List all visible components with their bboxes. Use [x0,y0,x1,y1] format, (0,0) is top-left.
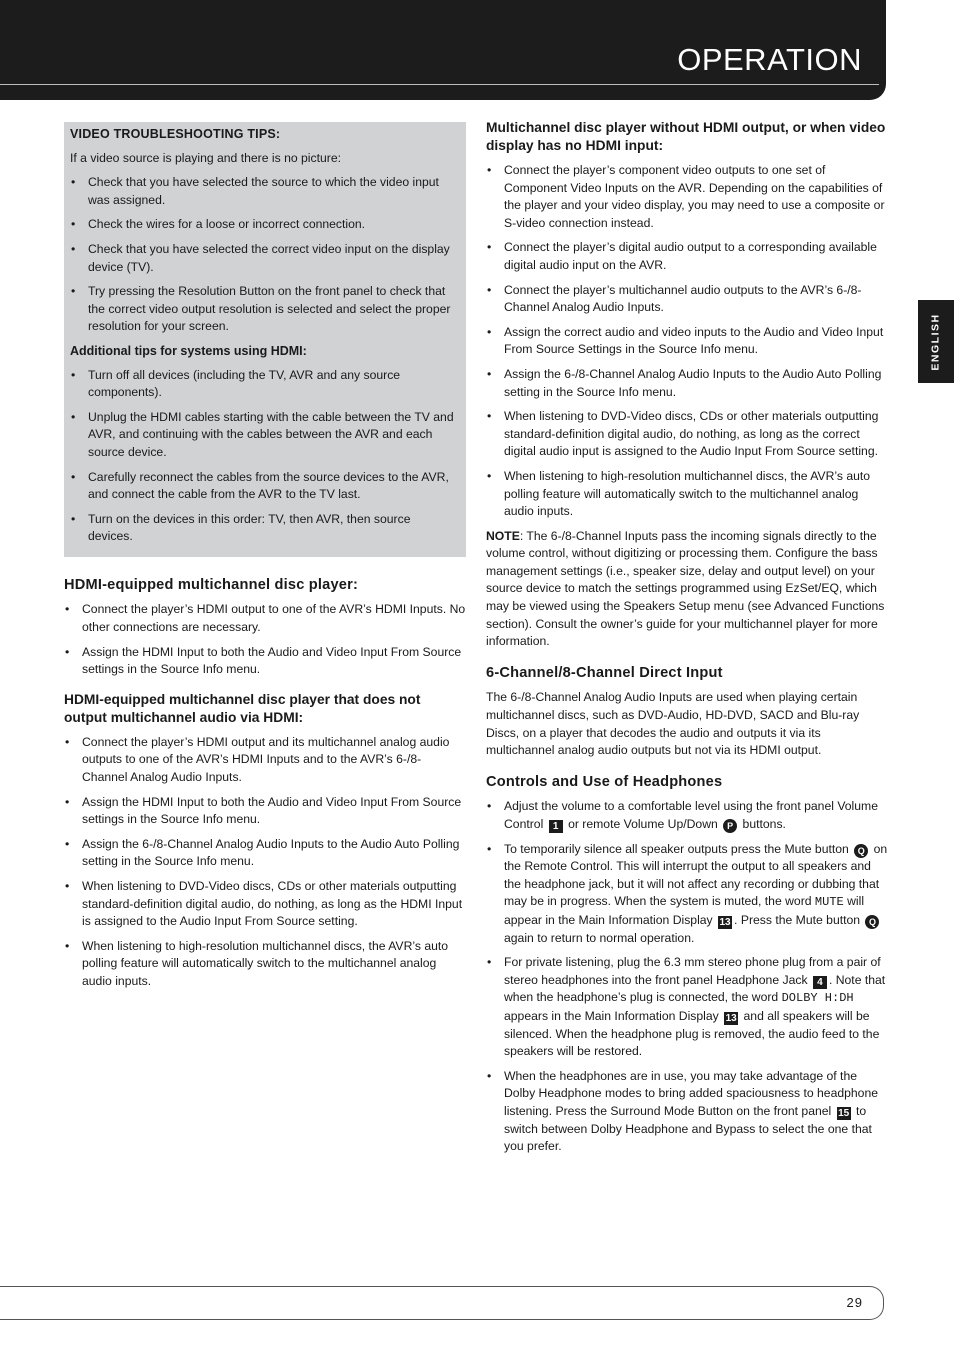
text-span: buttons. [739,817,786,831]
page-footer [0,1286,884,1320]
hdmi-tips-list [70,367,458,546]
list-item [486,1068,888,1156]
hdmi-player-heading: HDMI-equipped multichannel disc player: [64,576,359,593]
note-text: : The 6-/8-Channel Inputs pass the incoming signals directly to the volume control, without digitizing or processing them. Configure the bass management settings (i.e., speaker size, delay and output level) on your source device to match the settings programmed using EzSet/EQ, which may be viewed using the Speakers Setup menu (see Advanced Functions section). Consult the owner’s guide for your multichannel player for more information. [486,528,885,649]
list-item [486,954,888,1061]
volume-control-badge: 1 [549,820,563,833]
text-span: Adjust the volume to a comfortable level using the front panel Volume Control [504,799,878,831]
text-span: will appear in the Main Information Display [504,894,865,927]
text-span: on the Remote Control. This will interrupt the output to all speakers and the headphone jack, but it will not affect any recording or dubbing that may be in progress. When the system is muted, the word [504,841,888,909]
header-rule [0,84,879,85]
text-span: For private listening, plug the 6.3 mm stereo phone plug from a pair of stereo headphones into the front panel Headphone Jack [504,955,881,987]
text-span: or remote Volume Up/Down [564,817,722,831]
list-item: • Check that you have selected the source to which the video input was assigned. [70,174,458,209]
text-span: appears in the Main Information Display [504,1008,723,1023]
list-item: • Assign the 6-/8-Channel Analog Audio Inputs to the Audio Auto Polling setting in the Source Info menu. [486,366,888,401]
text-span: again to return to normal operation. [504,930,695,945]
page-title: OPERATION [677,42,862,77]
list-item: • Carefully reconnect the cables from the source devices to the AVR, and connect the cable from the AVR to the TV last. [70,469,458,504]
volume-up-down-badge: P [723,819,737,833]
list-item: • Assign the HDMI Input to both the Audio and Video Input From Source settings in the Source Info menu. [64,644,466,679]
list-item: • When listening to DVD-Video discs, CDs or other materials outputting standard-definition digital audio, do nothing, as long as the HDMI Input is assigned to the Audio Input From Source setting. [64,878,466,931]
list-item: • Check the wires for a loose or incorrect connection. [70,216,458,234]
text-span: . Note that when the headphone’s plug is connected, the word [504,972,886,1005]
no-hdmi-list [486,162,888,521]
hdmi-no-audio-heading: HDMI-equipped multichannel disc player that does not output multichannel audio via HDMI: [64,691,421,725]
no-hdmi-heading: Multichannel disc player without HDMI output, or when video display has no HDMI input: [486,120,886,153]
hdmi-player-list [64,601,466,678]
list-item: • Check that you have selected the correct video input on the display device (TV). [70,241,458,276]
tips-title: VIDEO TROUBLESHOOTING TIPS: [70,127,281,141]
list-item: • When listening to high-resolution multichannel discs, the AVR’s auto polling feature will automatically switch to the multichannel analog audio inputs. [64,938,466,991]
list-item: • Assign the 6-/8-Channel Analog Audio Inputs to the Audio Auto Polling setting in the Source Info menu. [64,836,466,871]
mute-display-word: MUTE [814,895,844,910]
mute-button-badge: Q [854,844,868,858]
page-number: 29 [846,1295,863,1310]
list-item: • Try pressing the Resolution Button on the front panel to check that the correct video output resolution is selected and select the proper resolution for your screen. [70,283,458,336]
list-item [486,841,888,948]
list-item [486,798,888,833]
note-paragraph [486,528,888,651]
mute-button-badge: Q [865,915,879,929]
list-item: • When listening to high-resolution multichannel discs, the AVR’s auto polling feature will automatically switch to the multichannel analog audio inputs. [486,468,888,521]
right-column [486,119,888,1163]
headphones-heading: Controls and Use of Headphones [486,773,723,790]
tips-intro: If a video source is playing and there is no picture: [70,150,341,165]
list-item: • Connect the player’s multichannel audio outputs to the AVR’s 6-/8-Channel Analog Audio Inputs. [486,282,888,317]
language-tab-label: ENGLISH [930,312,943,371]
headphones-list [486,798,888,1155]
display-badge: 13 [725,1012,737,1024]
hdmi-no-audio-list [64,734,466,991]
list-item: • Unplug the HDMI cables starting with the cable between the TV and AVR, and continuing with the cables between the AVR and each source device. [70,409,458,462]
page-header [0,0,886,100]
tips-list [70,174,458,336]
list-item: • Turn on the devices in this order: TV, then AVR, then source devices. [70,511,458,546]
note-label: NOTE [486,528,520,543]
dolby-display-word: DOLBY H:DH [781,991,854,1006]
language-tab [918,300,954,383]
left-column [64,122,466,998]
surround-mode-badge: 15 [838,1107,850,1119]
list-item: • Connect the player’s digital audio output to a corresponding available digital audio input on the AVR. [486,239,888,274]
headphone-jack-badge: 4 [813,976,827,989]
direct-input-heading: 6-Channel/8-Channel Direct Input [486,664,723,681]
direct-input-text: The 6-/8-Channel Analog Audio Inputs are used when playing certain multichannel discs, such as DVD-Audio, HD-DVD, SACD and Blu-ray Discs, on a player that decodes the audio and outputs it via its multichannel analog audio outputs but not via its HDMI output. [486,690,860,758]
list-item: • Turn off all devices (including the TV, AVR and any source components). [70,367,458,402]
list-item: • Assign the HDMI Input to both the Audio and Video Input From Source settings in the Source Info menu. [64,794,466,829]
list-item: • Connect the player’s component video outputs to one set of Component Video Inputs on the AVR. Depending on the capabilities of the player and your video display, you may need to use a composite or S-video connection instead. [486,162,888,232]
hdmi-tips-title: Additional tips for systems using HDMI: [70,343,307,358]
text-span: To temporarily silence all speaker outputs press the Mute button [504,841,853,856]
display-badge: 13 [719,916,731,928]
list-item: • Connect the player’s HDMI output to one of the AVR’s HDMI Inputs. No other connections are necessary. [64,601,466,636]
list-item: • Connect the player’s HDMI output and its multichannel analog audio outputs to one of the AVR’s HDMI Inputs and to the AVR’s 6-/8-Channel Analog Audio Inputs. [64,734,466,787]
text-span: to switch between Dolby Headphone and Bypass to select the one that you prefer. [504,1103,872,1154]
list-item: • When listening to DVD-Video discs, CDs or other materials outputting standard-definition digital audio, do nothing, as long as the correct digital audio input is assigned to the Audio Input From Source setting. [486,408,888,461]
text-span: and all speakers will be silenced. When the headphone plug is removed, the audio feed to the speakers will be restored. [504,1008,880,1059]
text-span: When the headphones are in use, you may take advantage of the Dolby Headphone modes to bring added spaciousness to headphone listening. Press the Surround Mode Button on the front panel [504,1068,879,1118]
list-item: • Assign the correct audio and video inputs to the Audio and Video Input From Source Settings in the Source Info menu. [486,324,888,359]
text-span: . Press the Mute button [734,912,864,927]
video-tips-box [64,122,466,557]
